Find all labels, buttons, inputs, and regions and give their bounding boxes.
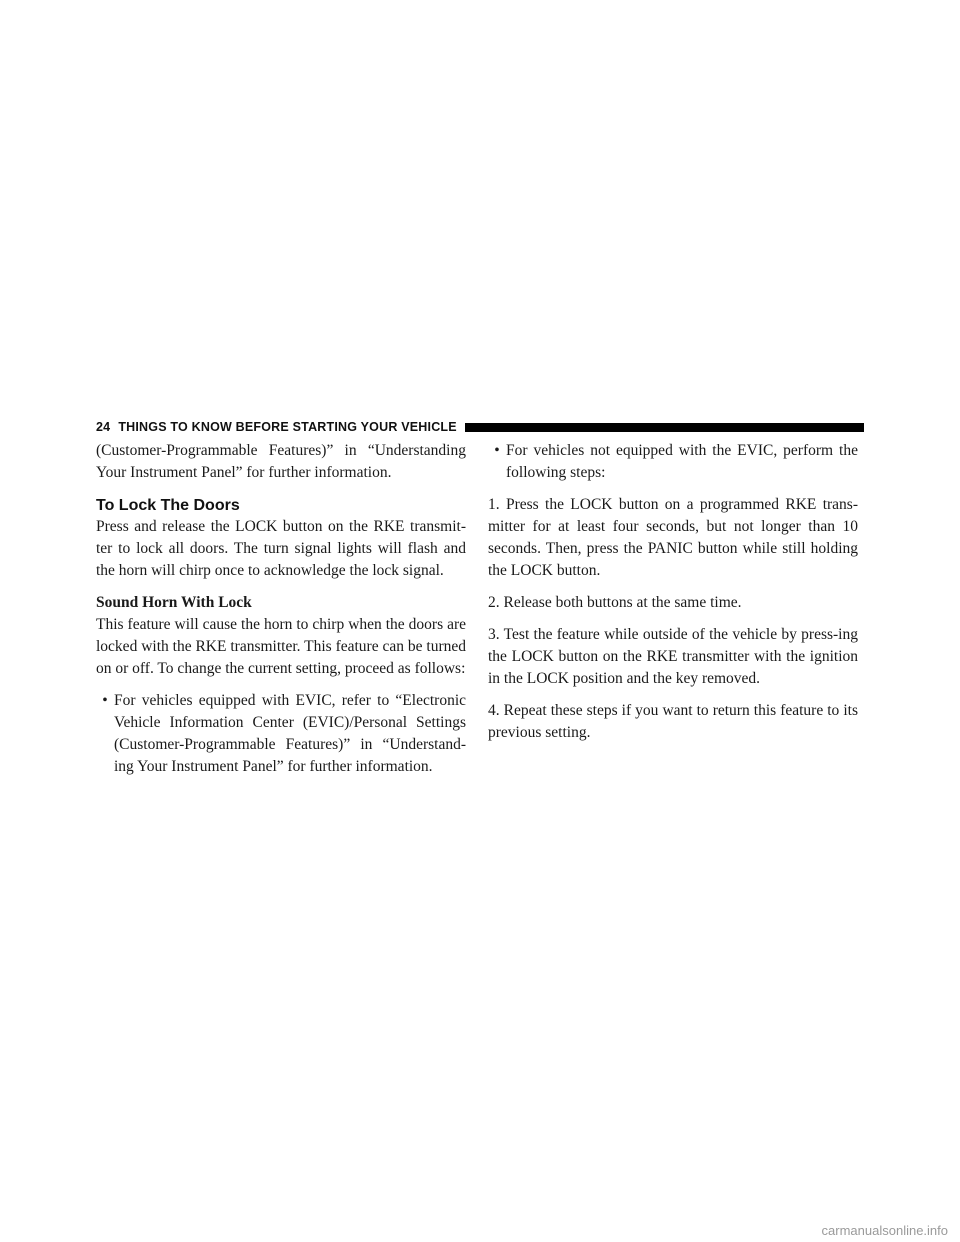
bullet-item-no-evic [488,440,858,484]
intro-paragraph: (Customer-Programmable Features)” in “Understanding Your Instrument Panel” for further information. [96,442,466,481]
watermark: carmanualsonline.info [821,1223,948,1238]
section-title: THINGS TO KNOW BEFORE STARTING YOUR VEHICLE [118,420,457,434]
page-number: 24 [96,420,111,434]
step-2: 2. Release both buttons at the same time. [488,594,742,611]
sound-horn-paragraph: This feature will cause the horn to chirp when the doors are locked with the RKE transmitter. This feature can be turned on or off. To change the current setting, proceed as follows: [96,616,466,677]
right-column [488,440,858,744]
step-1: 1. Press the LOCK button on a programmed RKE trans-mitter for at least four seconds, but not longer than 10 seconds. Then, press the PANIC button while still holding the LOCK button. [488,496,858,579]
sound-horn-heading: Sound Horn With Lock [96,594,252,611]
step-4: 4. Repeat these steps if you want to return this feature to its previous setting. [488,702,858,741]
bullet-text: For vehicles not equipped with the EVIC, perform the following steps: [506,442,858,481]
step-3: 3. Test the feature while outside of the vehicle by press-ing the LOCK button on the RKE transmitter with the ignition in the LOCK position and the key removed. [488,626,858,687]
lock-doors-heading: To Lock The Doors [96,497,240,514]
lock-doors-paragraph: Press and release the LOCK button on the RKE transmit-ter to lock all doors. The turn signal lights will flash and the horn will chirp once to acknowledge the lock signal. [96,518,466,579]
left-column [96,440,466,778]
bullet-text: For vehicles equipped with EVIC, refer to “Electronic Vehicle Information Center (EVIC)/Personal Settings (Customer-Programmable Features)” in “Understand-ing Your Instrument Panel” for further information. [114,692,466,775]
header-rule [465,423,864,432]
page-header [96,418,864,436]
bullet-icon: • [494,442,500,459]
bullet-item-evic [96,690,466,778]
bullet-icon: • [102,692,108,709]
